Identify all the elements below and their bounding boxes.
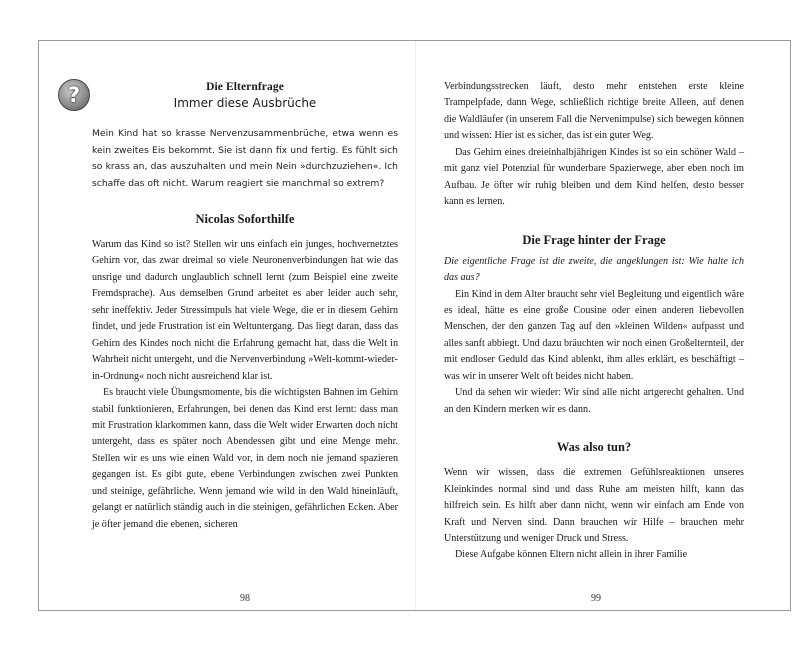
question-mark-glyph: ? bbox=[67, 83, 81, 107]
parent-question: Mein Kind hat so krasse Nervenzusammenbrüche, etwa wenn es kein zweites Eis bekommt. Sie ist dann fix und fertig. Es fühlt sich so krass an, das auszuhalten und mein Nein »durchzuziehen«. Ich schaffe das oft nicht. Warum reagiert sie manchmal so extrem? bbox=[92, 128, 398, 189]
right-paragraph-1: Verbindungsstrecken läuft, desto mehr entstehen erste kleine Trampelpfade, dann Wege, schließlich richtige breite Alleen, auf denen die Waldläufer (in unserem Fall die Nervenimpulse) sich bewegen können und wissen: Hier ist es sicher, das ist ein guter Weg. bbox=[444, 81, 744, 142]
header-title: Die Elternfrage bbox=[206, 81, 284, 93]
page-number-left: 98 bbox=[240, 593, 250, 604]
left-page bbox=[92, 79, 398, 533]
section-heading-soforthilfe: Nicolas Soforthilfe bbox=[195, 212, 295, 226]
book-gutter bbox=[415, 41, 416, 610]
book-spread bbox=[38, 40, 791, 611]
left-paragraph-2: Es braucht viele Übungsmomente, bis die wichtigsten Bahnen im Gehirn stabil funktionieren, Erfahrungen, bei denen das Kind erst lernt: dass man mit Frustration klarkommen kann, dass die Welt wider Erwarten doch nicht untergeht, dass es später noch Abendessen gibt und eine Menge mehr. Stellen wir es uns wie einen Wald vor, in dem noch nie jemand spazieren gegangen ist. Es gibt gute, ebene Verbindungen zwischen zwei Punkten und steinige, gefährliche. Wenn jemand wie wild in den Wald hineinläuft, gelangt er natürlich ständig auch in die steinigen, gefährlichen Ecken. Aber je öfter jemand die ebenen, sicheren bbox=[92, 387, 398, 530]
right-paragraph-4: Und da sehen wir wieder: Wir sind alle nicht artgerecht gehalten. Und an den Kindern merken wir es dann. bbox=[444, 387, 744, 415]
section-heading-was-tun: Was also tun? bbox=[556, 440, 632, 455]
right-page bbox=[444, 79, 744, 564]
right-italic-question: Die eigentliche Frage ist die zweite, die angeklungen ist: Wie halte ich das aus? bbox=[444, 255, 744, 284]
header-subtitle: Immer diese Ausbrüche bbox=[173, 96, 317, 110]
right-paragraph-2: Das Gehirn eines dreieinhalbjährigen Kindes ist so ein schöner Wald – mit ganz viel Potenzial für wunderbare Spazierwege, aber eben noch im Aufbau. Je öfter wir ruhig bleiben und dem Kind helfen, desto besser kann es lernen. bbox=[444, 146, 744, 208]
page-number-right: 99 bbox=[591, 593, 601, 604]
question-mark-icon bbox=[58, 79, 90, 111]
right-paragraph-5: Wenn wir wissen, dass die extremen Gefühlsreaktionen unseres Kleinkindes normal sind und dass Ruhe am meisten hilft, kann das hilfreich sein. Es hilft aber dann nicht, wenn wir einfach am Ende von Kraft und Nerven sind. Dann brauchen wir Hilfe – brauchen mehr Unterstützung und weniger Druck und Stress. bbox=[444, 467, 744, 544]
left-page-header bbox=[92, 79, 398, 111]
right-paragraph-3: Ein Kind in dem Alter braucht sehr viel Begleitung und eigentlich wäre es ideal, hätte es eine große Cousine oder einen anderen liebevollen Menschen, der den ganzen Tag auf den »kleinen Wilden« aufpasst und alles sanft abbiegt. Und dazu bräuchten wir noch einen Großelternteil, der mit endloser Geduld das Kind ablenkt, ihm alles erklärt, es beschäftigt – was wir in unserer Welt oft beides nicht haben. bbox=[444, 288, 744, 382]
section-heading-frage: Die Frage hinter der Frage bbox=[522, 232, 666, 247]
right-paragraph-6: Diese Aufgabe können Eltern nicht allein in ihrer Familie bbox=[455, 549, 688, 561]
left-paragraph-1: Warum das Kind so ist? Stellen wir uns einfach ein junges, hochvernetztes Gehirn vor, das zwar dreimal so viele Neuronenverbindungen hat wie das unsrige und dadurch unglaublich schnell lernt (zum Beispiel eine zweite Fremdsprache). Aus demselben Grund arbeitet es aber leider auch sehr, sehr ineffektiv. Jeder Stressimpuls hat viele Wege, die er in diesem Gehirn findet, und jede Frustration ist ein Weltuntergang. Das liegt daran, dass das Gehirn des Kindes noch nicht die Erfahrung gemacht hat, dass die Welt in Wahrheit nicht untergeht, und die Nervenverbindung »Welt-kommt-wieder-in-Ordnung« noch nicht ausreichend klar ist. bbox=[92, 239, 398, 382]
